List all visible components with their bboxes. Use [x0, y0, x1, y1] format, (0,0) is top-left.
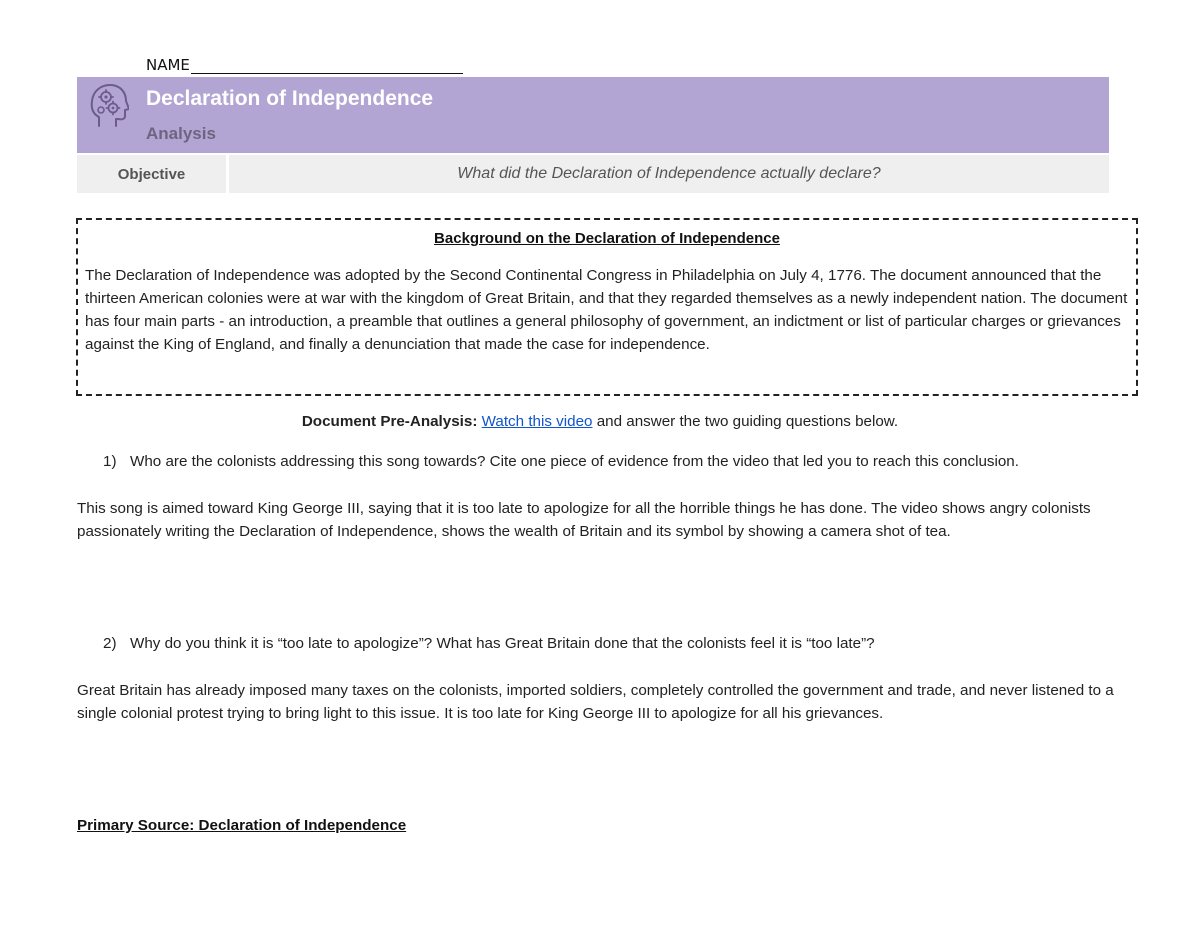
- name-label: NAME: [146, 56, 190, 74]
- question-number: 1): [103, 453, 117, 470]
- document-subtitle: Analysis: [146, 124, 216, 143]
- answer-2[interactable]: Great Britain has already imposed many taxes on the colonists, imported soldiers, completely controlled the government and trade, and never listened to a single colonial protest trying to bring light to this issue. It is too late for King George III to apologize for all his grievances.: [77, 682, 1114, 722]
- question-1: [103, 453, 1019, 470]
- background-box: [76, 218, 1138, 396]
- answer-1[interactable]: This song is aimed toward King George III, saying that it is too late to apologize for all the horrible things he has done. The video shows angry colonists passionately writing the Declaration of Independence, shows the wealth of Britain and its symbol by showing a camera shot of tea.: [77, 500, 1091, 540]
- question-number: 2): [103, 635, 117, 652]
- pre-analysis-rest: and answer the two guiding questions below.: [596, 413, 899, 430]
- objective-question: What did the Declaration of Independence actually declare?: [229, 155, 1109, 193]
- objective-label: Objective: [77, 155, 226, 193]
- background-text: The Declaration of Independence was adopted by the Second Continental Congress in Philadelphia on July 4, 1776. The document announced that the thirteen American colonies were at war with the kingdom of Great Britain, and that they regarded themselves as a newly independent nation. The document has four main parts - an introduction, a preamble that outlines a general philosophy of government, an indictment or list of particular charges or grievances against the King of England, and finally a denunciation that made the case for independence.: [85, 267, 1128, 353]
- name-blank[interactable]: [191, 57, 463, 74]
- question-2: [103, 635, 875, 652]
- primary-source-heading: Primary Source: Declaration of Independence: [77, 817, 407, 834]
- objective-row: [77, 155, 1109, 193]
- background-heading: Background on the Declaration of Independence: [434, 230, 780, 247]
- pre-analysis-label: Document Pre-Analysis:: [301, 413, 478, 430]
- document-title: Declaration of Independence: [146, 87, 434, 110]
- head-gears-icon: [89, 83, 129, 129]
- watch-video-link[interactable]: Watch this video: [481, 413, 593, 430]
- question-text: Who are the colonists addressing this song towards? Cite one piece of evidence from the video that led you to reach this conclusion.: [130, 453, 1019, 470]
- question-text: Why do you think it is “too late to apologize”? What has Great Britain done that the colonists feel it is “too late”?: [130, 635, 875, 652]
- name-field: [146, 56, 463, 74]
- pre-analysis-instructions: [0, 413, 1200, 430]
- title-banner: [77, 77, 1109, 153]
